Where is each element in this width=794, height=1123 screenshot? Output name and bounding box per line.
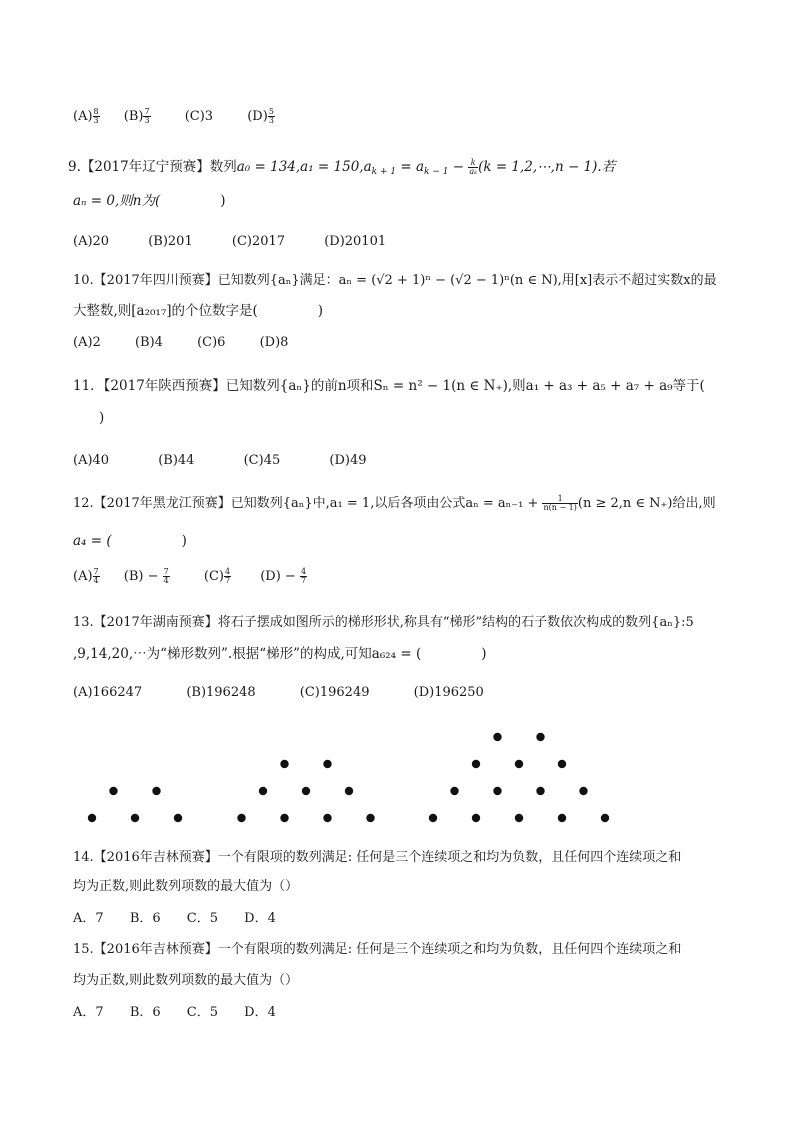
- stone-dot: [280, 814, 288, 822]
- q15-choice-c[interactable]: C．5: [186, 1005, 218, 1020]
- stone-dot: [515, 760, 523, 768]
- q9-choice-c[interactable]: (C)2017: [231, 234, 286, 249]
- stone-dot: [152, 787, 160, 795]
- stone-dot: [323, 760, 331, 768]
- stone-dot: [366, 814, 374, 822]
- q15-stem-line1: 15.【2016年吉林预赛】一个有限项的数列满足: 任何是三个连续项之和均为负数，且任何四个连续项之和: [73, 942, 682, 957]
- stone-dot: [302, 787, 310, 795]
- q14-choice-c[interactable]: C．5: [186, 911, 218, 926]
- stone-dot: [536, 733, 544, 741]
- stone-dot: [493, 787, 501, 795]
- q10-choice-a[interactable]: (A)2: [73, 335, 101, 350]
- stone-dot: [131, 814, 139, 822]
- q14-choice-d[interactable]: D．4: [244, 911, 276, 926]
- q8-choice-d[interactable]: (D) $\frac{5}{3}$: [247, 107, 274, 125]
- stone-dot: [345, 787, 353, 795]
- stone-dot: [450, 787, 458, 795]
- q12-choice-d[interactable]: (D) − $\frac{4}{7}$: [260, 567, 307, 585]
- q8-choice-c[interactable]: (C)3: [184, 109, 214, 124]
- q13-choice-a[interactable]: (A)166247: [73, 685, 143, 700]
- q9-choice-b[interactable]: (B)201: [148, 234, 193, 249]
- stone-dot: [174, 814, 182, 822]
- q13-stem-line2: ,9,14,20,⋯为“梯形数列”.根据“梯形”的构成,可知a₆₂₄ = ( ): [73, 646, 487, 662]
- stone-dot: [259, 787, 267, 795]
- q10-choice-d[interactable]: (D)8: [259, 335, 289, 350]
- stone-dot: [601, 814, 609, 822]
- q11-choice-d[interactable]: (D)49: [329, 453, 367, 468]
- stone-dot: [536, 787, 544, 795]
- q9-stem-line1: 9.【2017年辽宁预赛】数列$a_0 = 134,a_1 = 150,a_{k + 1} = a_{k - 1}$ − $\frac{k}{\text{aₖ}}$ (k = 1,2,⋯,n − 1).若: [68, 158, 616, 177]
- q10-choice-c[interactable]: (C)6: [197, 335, 226, 350]
- q10-choice-b[interactable]: (B)4: [134, 335, 163, 350]
- stone-dot: [323, 814, 331, 822]
- stone-dot: [579, 787, 587, 795]
- q8-choice-b[interactable]: (B) $\frac{7}{3}$: [123, 107, 150, 125]
- q15-stem-line2: 均为正数,则此数列项数的最大值为（）: [73, 973, 299, 988]
- q12-choice-b[interactable]: (B) − $\frac{7}{4}$: [123, 567, 169, 585]
- q15-choice-a[interactable]: A．7: [73, 1005, 104, 1020]
- q9-choice-a[interactable]: (A)20: [73, 234, 110, 249]
- q15-choice-b[interactable]: B．6: [129, 1005, 161, 1020]
- q11-stem-line1: 11．【2017年陕西预赛】已知数列{aₙ}的前n项和Sₙ = n² − 1(n ∈ N₊),则a₁ + a₃ + a₅ + a₇ + a₉等于(: [73, 378, 705, 394]
- q15-choices: [73, 1004, 276, 1022]
- q12-stem-line1: 12.【2017年黑龙江预赛】已知数列{aₙ}中,a₁ = 1,以后各项由公式aₙ = aₙ₋₁ + $\frac{1}{n(n - 1)}$ (n ≥ 2,n ∈ N₊)给出,则: [73, 494, 716, 512]
- q14-stem-line2: 均为正数,则此数列项数的最大值为（）: [73, 879, 299, 894]
- stone-dot: [280, 760, 288, 768]
- q10-stem-line2: 大整数,则[a₂₀₁₇]的个位数字是( ): [73, 303, 324, 319]
- q13-choice-b[interactable]: (B)196248: [186, 685, 256, 700]
- stone-dot: [109, 787, 117, 795]
- q11-choice-a[interactable]: (A)40: [73, 453, 110, 468]
- q14-choices: [73, 910, 276, 928]
- q8-choice-a[interactable]: (A) $\frac{8}{3}$: [73, 107, 99, 125]
- stone-dot: [429, 814, 437, 822]
- stone-dot: [237, 814, 245, 822]
- q12-choice-c[interactable]: (C) $\frac{4}{7}$: [203, 567, 231, 585]
- q13-choice-c[interactable]: (C)196249: [299, 685, 370, 700]
- stone-dot: [558, 814, 566, 822]
- q11-choice-c[interactable]: (C)45: [243, 453, 281, 468]
- q14-choice-b[interactable]: B．6: [129, 911, 161, 926]
- q11-stem-line2: ): [99, 410, 105, 426]
- q12-choice-a[interactable]: (A) $\frac{7}{4}$: [73, 567, 99, 585]
- stone-dot: [472, 814, 480, 822]
- q10-stem-line1: 10.【2017年四川预赛】已知数列{aₙ}满足：aₙ = (√2 + 1)ⁿ − (√2 − 1)ⁿ(n ∈ N),用[x]表示不超过实数x的最: [73, 273, 717, 288]
- q12-stem-line2: a₄ = ( ): [73, 533, 187, 549]
- q15-choice-d[interactable]: D．4: [244, 1005, 276, 1020]
- q9-choice-d[interactable]: (D)20101: [324, 234, 387, 249]
- q9-stem-line2: aₙ = 0,则n为( ): [73, 193, 226, 209]
- stone-dot: [558, 760, 566, 768]
- q14-choice-a[interactable]: A．7: [73, 911, 104, 926]
- q13-stem-line1: 13.【2017年湖南预赛】将石子摆成如图所示的梯形形状,称具有“梯形”结构的石子数依次构成的数列{aₙ}:5: [73, 615, 694, 630]
- stone-dot: [493, 733, 501, 741]
- q13-choice-d[interactable]: (D)196250: [413, 685, 484, 700]
- q14-stem-line1: 14.【2016年吉林预赛】一个有限项的数列满足: 任何是三个连续项之和均为负数，且任何四个连续项之和: [73, 850, 682, 865]
- stone-dot: [515, 814, 523, 822]
- q11-choice-b[interactable]: (B)44: [158, 453, 195, 468]
- stone-dot: [472, 760, 480, 768]
- stone-dot: [88, 814, 96, 822]
